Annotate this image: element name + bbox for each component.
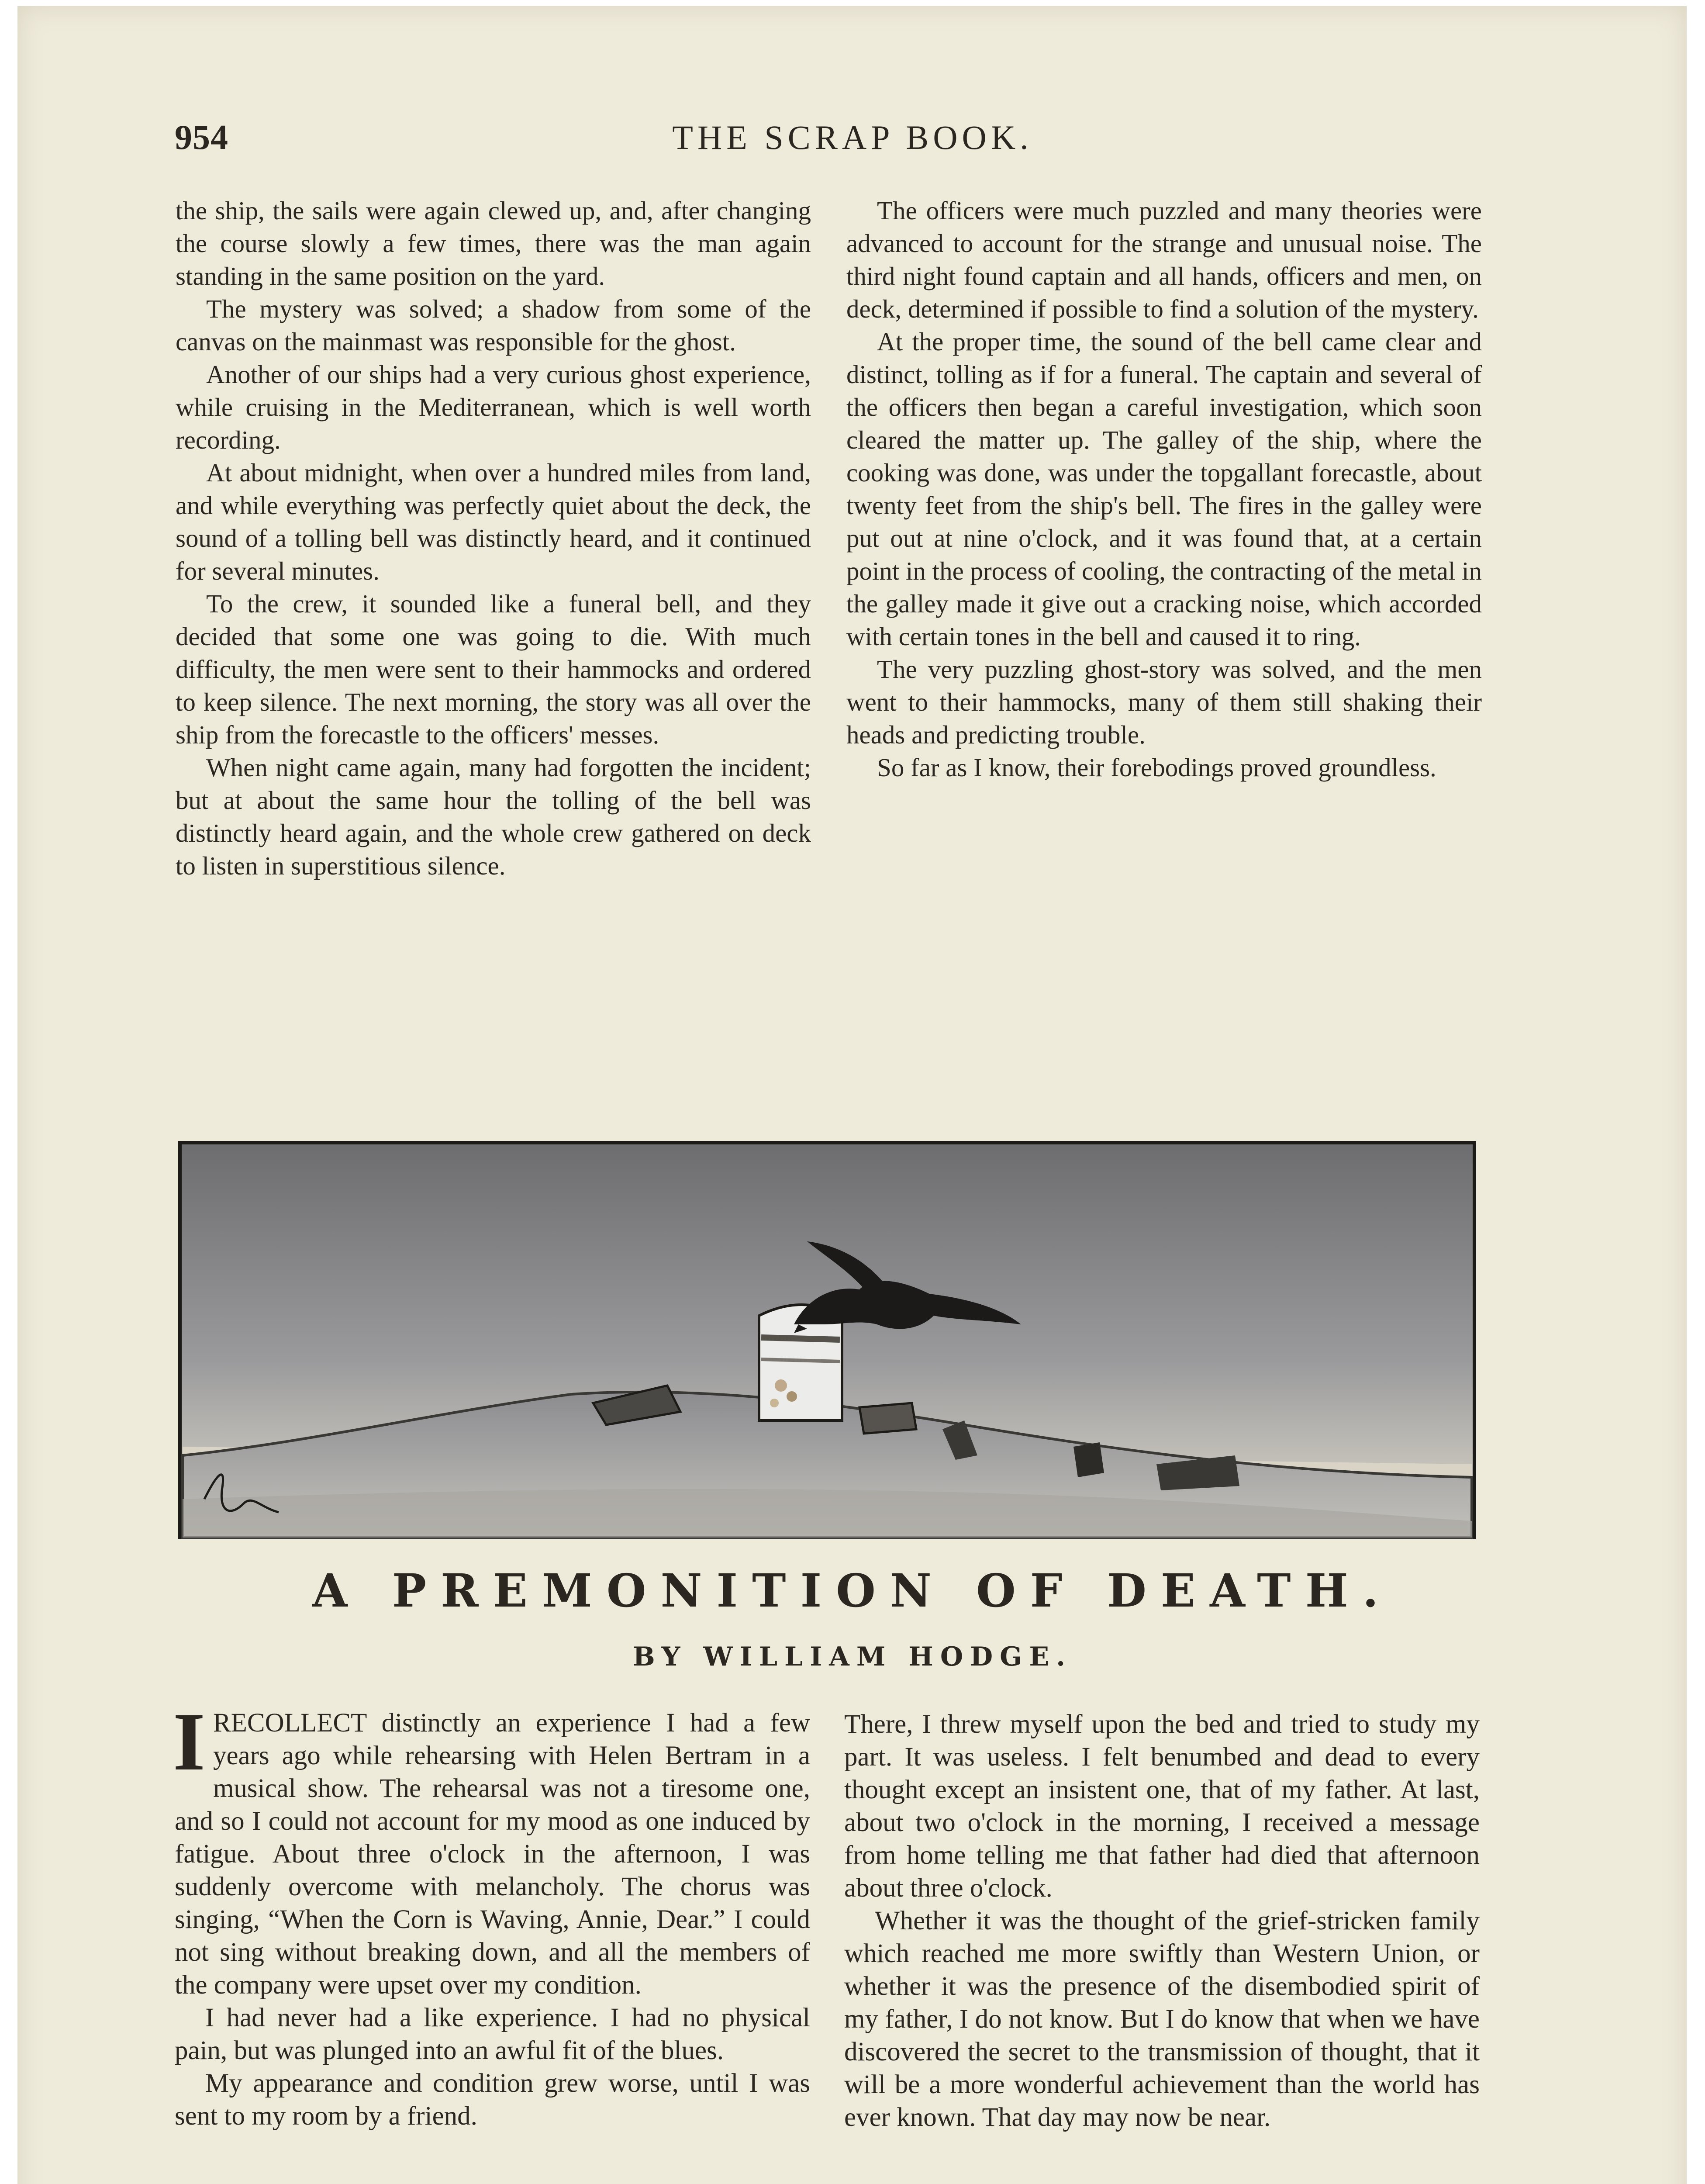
story-column-right <box>844 1708 1480 2134</box>
page-header <box>0 118 1705 166</box>
paragraph: Another of our ships had a very curious ghost experience, while cruising in the Mediterranean, which is well worth recording. <box>176 360 811 454</box>
illustration-art <box>178 1141 1476 1539</box>
paragraph: My appearance and condition grew worse, until I was sent to my room by a friend. <box>175 2069 810 2131</box>
article-column-left <box>176 194 811 882</box>
paragraph: The mystery was solved; a shadow from some of the canvas on the mainmast was responsible for the ghost. <box>176 294 811 356</box>
story-byline: BY WILLIAM HODGE. <box>633 1641 1072 1672</box>
story-column-left <box>173 1696 810 2132</box>
paragraph-text: RECOLLECT distinctly an experience I had a few years ago while rehearsing with Helen Bertram in a musical show. The rehearsal was not a tiresome one, and so I could not account for my mood as one induced by fatigue. About three o'clock in the afternoon, I was suddenly overcome with melancholy. The chorus was singing, “When the Corn is Waving, Annie, Dear.” I could not sing without breaking down, and all the members of the company were upset over my condition. <box>175 1708 810 2000</box>
paragraph: The officers were much puzzled and many theories were advanced to account for the strange and unusual noise. The third night found captain and all hands, officers and men, on deck, determined if possible to find a solution of the mystery. <box>846 196 1482 323</box>
story-title: A PREMONITION OF DEATH. <box>312 1564 1393 1617</box>
raven-gravestone-illustration <box>178 1141 1476 1539</box>
paragraph: I had never had a like experience. I had no physical pain, but was plunged into an awful fit of the blues. <box>175 2003 810 2065</box>
drop-cap: I <box>173 1696 205 1788</box>
paragraph: When night came again, many had forgotten the incident; but at about the same hour the tolling of the bell was distinctly heard again, and the whole crew gathered on deck to listen in superstitious silence. <box>176 753 811 880</box>
article-column-right <box>846 194 1482 784</box>
paragraph: At the proper time, the sound of the bell came clear and distinct, tolling as if for a funeral. The captain and several of the officers then began a careful investigation, which soon cleared the matter up. The galley of the ship, where the cooking was done, was under the topgallant forecastle, about twenty feet from the ship's bell. The fires in the galley were put out at nine o'clock, and it was found that, at a certain point in the process of cooling, the contracting of the metal in the galley made it give out a cracking noise, which accorded with certain tones in the bell and caused it to ring. <box>846 327 1482 651</box>
paragraph: The very puzzling ghost-story was solved, and the men went to their hammocks, many of them still shaking their heads and predicting trouble. <box>846 655 1482 749</box>
paragraph: Whether it was the thought of the grief-stricken family which reached me more swiftly than Western Union, or whether it was the presence of the disembodied spirit of my father, I do not know. But I do know that when we have discovered the secret to the transmission of thought, that it will be a more wonderful achievement than the world has ever known. That day may now be near. <box>844 1906 1480 2132</box>
paragraph: There, I threw myself upon the bed and tried to study my part. It was useless. I felt benumbed and dead to every thought except an insistent one, that of my father. At last, about two o'clock in the morning, I received a message from home telling me that father had died that afternoon about three o'clock. <box>844 1710 1480 1903</box>
paragraph: So far as I know, their forebodings proved groundless. <box>877 753 1436 782</box>
page-number: 954 <box>175 118 228 157</box>
paragraph: To the crew, it sounded like a funeral bell, and they decided that some one was going to die. With much difficulty, the men were sent to their hammocks and ordered to keep silence. The next morning, the story was all over the ship from the forecastle to the officers' messes. <box>176 589 811 749</box>
paragraph <box>173 1696 810 2001</box>
paragraph: the ship, the sails were again clewed up, and, after changing the course slowly a few times, there was the man again standing in the same position on the yard. <box>176 196 811 290</box>
paragraph: At about midnight, when over a hundred miles from land, and while everything was perfectly quiet about the deck, the sound of a tolling bell was distinctly heard, and it continued for several minutes. <box>176 458 811 585</box>
running-title: THE SCRAP BOOK. <box>672 118 1033 156</box>
